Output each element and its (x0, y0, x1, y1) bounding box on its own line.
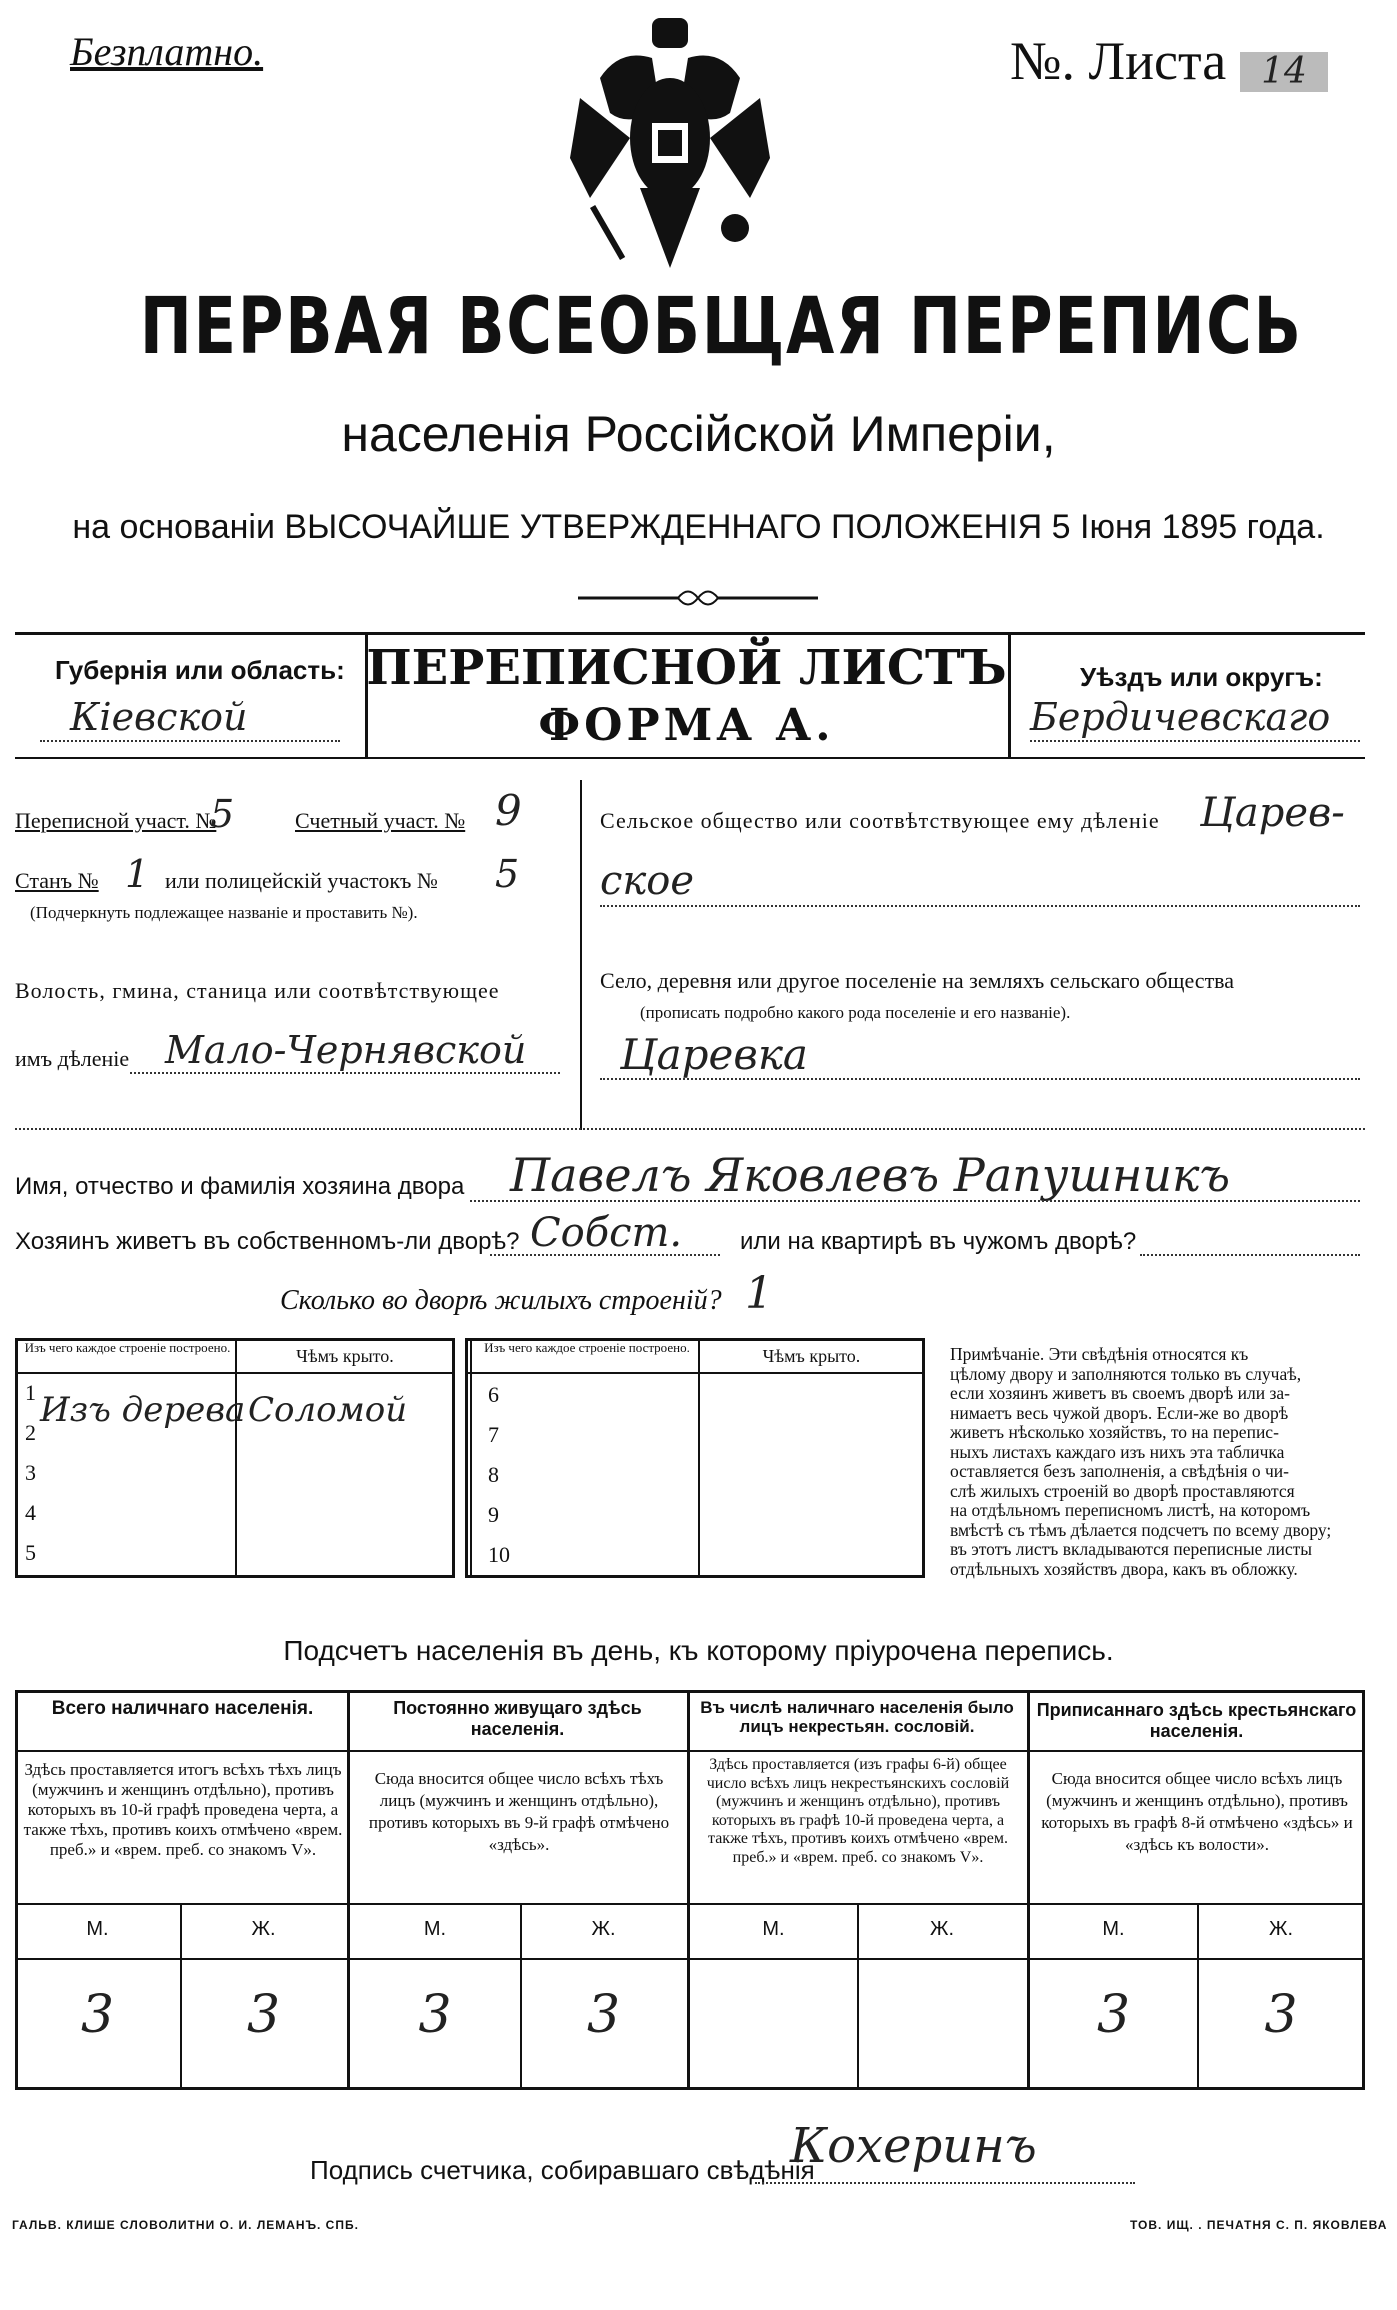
population-title: Подсчетъ населенія въ день, къ которому пріурочена перепись. (283, 1635, 1114, 1666)
volost-label-2: имъ дѣленіе (15, 1046, 130, 1071)
volost-value: Мало-Чернявской (165, 1028, 527, 1072)
pop-col-head: Въ числѣ наличнаго населенія было лицъ некрестьян. сословій. (700, 1698, 1014, 1736)
m-label: М. (762, 1918, 785, 1940)
stan-value: 1 (125, 852, 150, 896)
footer-right: ТОВ. ИЩ. . ПЕЧАТНЯ С. П. ЯКОВЛЕВА (1130, 2218, 1388, 2232)
sheet-number-value: 14 (1240, 52, 1328, 92)
fill-line (600, 905, 1360, 907)
divider (15, 1903, 1365, 1905)
fill-line (755, 2182, 1135, 2184)
form-title: ПЕРЕПИСНОЙ ЛИСТЪ (366, 640, 1007, 696)
pop-m-value: 3 (80, 1985, 115, 2045)
subtitle: населенія Россійской Имперіи, (341, 406, 1056, 462)
col-material-left: Изъ чего каждое строеніе построено. (24, 1340, 231, 1355)
imperial-eagle-emblem (560, 18, 780, 278)
divider (698, 1338, 700, 1578)
note-line: въ этотъ листъ вкладываются переписные листы (950, 1539, 1313, 1559)
divider (470, 1338, 472, 1578)
fill-line (130, 1072, 560, 1074)
divider (15, 1750, 1365, 1752)
note-line: Примѣчаніе. Эти свѣдѣнія относятся къ (950, 1344, 1249, 1364)
uezd-value: Бердичевскаго (1030, 695, 1331, 739)
building-roof-value: Соломой (248, 1390, 408, 1430)
m-label: М. (423, 1918, 447, 1940)
note-line: если хозяинъ живетъ въ своемъ дворѣ или за- (950, 1383, 1291, 1403)
pop-m-value: 3 (418, 1985, 452, 2045)
perepis-uchast-value: 5 (210, 792, 235, 836)
society-value-1: Царев- (1200, 790, 1345, 836)
m-label: М. (86, 1918, 109, 1940)
lives-label: Хозяинъ живетъ въ собственномъ-ли дворѣ? (15, 1228, 520, 1255)
note-line: вмѣстѣ съ тѣмъ дѣлается подсчетъ по всему двору; (950, 1519, 1332, 1540)
underline-note: (Подчеркнуть подлежащее названіе и проставить №). (30, 903, 418, 922)
society-label: Сельское общество или соотвѣтствующее ему дѣленіе (600, 808, 1160, 833)
village-note: (прописать подробно какого рода поселеніе и его названіе). (640, 1003, 1071, 1022)
pop-zh-value: 3 (246, 1985, 281, 2045)
col-roof-right: Чѣмъ крыто. (762, 1346, 861, 1366)
note-line: отдѣльныхъ хозяйствъ двора, какъ въ обложку. (950, 1558, 1298, 1579)
pop-zh-value: 3 (586, 1985, 621, 2045)
zh-label: Ж. (929, 1918, 955, 1940)
row-num: 9 (488, 1502, 499, 1527)
signature-value: Кохеринъ (790, 2118, 1037, 2174)
note-line: оставляется безъ заполненія, а свѣдѣнія о чи- (950, 1461, 1289, 1481)
guberniya-label: Губернія или область: (55, 655, 345, 685)
note-line: цѣлому двору и заполняются только въ случаѣ, (950, 1363, 1302, 1384)
row-num: 8 (488, 1462, 499, 1487)
row-num: 2 (25, 1420, 36, 1445)
note-line: живетъ нѣсколько хозяйствъ, то на перепис- (950, 1422, 1279, 1442)
note-line: на отдѣльномъ переписномъ листѣ, на которомъ (950, 1500, 1311, 1520)
fill-line (40, 740, 340, 742)
basis-line: на основаніи ВЫСОЧАЙШЕ УТВЕРЖДЕННАГО ПОЛОЖЕНІЯ 5 Іюня 1895 года. (72, 508, 1325, 546)
zh-label: Ж. (591, 1918, 616, 1940)
pop-zh-value: 3 (1264, 1985, 1298, 2045)
divider (235, 1338, 237, 1578)
perepis-uchast-label: Переписной участ. № (15, 808, 217, 833)
row-num: 7 (488, 1422, 499, 1447)
volost-label-1: Волость, гмина, станица или соотвѣтствующее (15, 978, 500, 1003)
pop-col-desc: Здѣсь проставляется итогъ всѣхъ тѣхъ лицъ (мужчинъ и женщинъ отдѣльно), противъ которыхъ въ 10-й графѣ проведена черта, а также тѣхъ, противъ коихъ отмѣчено «врем. преб.» и «врем. преб. со знакомъ V». (23, 1760, 343, 1859)
sheet-number-label: №. Листа (1010, 31, 1227, 91)
main-title: ПЕРВАЯ ВСЕОБЩАЯ ПЕРЕПИСЬ (139, 282, 1303, 372)
ornament-divider-icon (578, 585, 818, 611)
fill-line (490, 1254, 720, 1256)
row-num: 4 (25, 1500, 36, 1525)
signature-label: Подпись счетчика, собиравшаго свѣдѣнія (310, 2155, 815, 2185)
guberniya-value: Кіевской (70, 695, 248, 739)
uezd-label: Уѣздъ или округъ: (1080, 662, 1323, 692)
society-value-2: ское (600, 858, 695, 904)
note-line: нимаетъ весь чужой дворъ. Если-же во дворѣ (950, 1402, 1289, 1423)
stan-label: Станъ № (15, 868, 99, 893)
pop-col-head: Всего наличнаго населенія. (51, 1698, 314, 1719)
zh-label: Ж. (1268, 1918, 1294, 1940)
pop-col-head: Постоянно живущаго здѣсь населенія. (393, 1698, 642, 1739)
top-rule (15, 632, 1365, 635)
divider (15, 757, 1365, 759)
divider (15, 1958, 1365, 1960)
note-line: слѣ жилыхъ строеній во дворѣ проставляются (950, 1480, 1295, 1501)
footer-left: ГАЛЬВ. КЛИШЕ СЛОВОЛИТНИ О. И. ЛЕМАНЪ. СПБ. (12, 2218, 359, 2232)
building-material-value: Изъ дерева (40, 1390, 246, 1430)
owner-name-value: Павелъ Яковлевъ Рапушникъ (510, 1148, 1231, 1202)
lives-value: Собст. (530, 1210, 683, 1256)
divider (15, 1372, 455, 1374)
row-num: 6 (488, 1382, 499, 1407)
pop-col-desc: Здѣсь проставляется (изъ графы 6-й) общее число всѣхъ лицъ некрестьянскихъ сословій (мужчинъ и женщинъ отдѣльно), противъ которыхъ въ графѣ 10-й проведена черта, а также тѣхъ, противъ коихъ отмѣчено «врем. преб.» и «врем. преб. со знакомъ V». (706, 1756, 1010, 1866)
row-num: 3 (25, 1460, 36, 1485)
fill-line (470, 1200, 1360, 1202)
apartment-label: или на квартирѣ въ чужомъ дворѣ? (740, 1228, 1137, 1255)
form-subtitle: ФОРМА А. (538, 700, 835, 751)
col-roof-left: Чѣмъ крыто. (296, 1346, 394, 1366)
note-line: ныхъ листахъ каждаго изъ нихъ эта табличка (950, 1441, 1285, 1462)
owner-name-label: Имя, отчество и фамилія хозяина двора (15, 1173, 465, 1200)
pop-col-head: Приписаннаго здѣсь крестьянскаго населенія. (1036, 1700, 1357, 1741)
police-value: 5 (495, 852, 520, 896)
row-num: 5 (25, 1540, 36, 1565)
note-block (950, 1345, 1370, 1579)
fill-line (1140, 1254, 1360, 1256)
divider (465, 1372, 925, 1374)
schet-uchast-label: Счетный участ. № (295, 808, 466, 833)
col-material-right: Изъ чего каждое строеніе построено. (484, 1340, 690, 1355)
police-label: или полицейскій участокъ № (165, 868, 438, 893)
buildings-label: Сколько во дворѣ жилыхъ строеній? (280, 1285, 722, 1316)
row-num: 10 (488, 1542, 510, 1567)
zh-label: Ж. (251, 1918, 276, 1940)
fill-line (600, 1078, 1360, 1080)
m-label: М. (1102, 1918, 1125, 1940)
fill-line (1030, 740, 1360, 742)
schet-uchast-value: 9 (495, 786, 522, 835)
buildings-value: 1 (745, 1268, 773, 1319)
pop-m-value: 3 (1096, 1985, 1131, 2045)
pop-col-desc: Сюда вносится общее число всѣхъ лицъ (мужчинъ и женщинъ отдѣльно), противъ которыхъ въ графѣ 8-й отмѣчено «здѣсь» и «здѣсь къ волости». (1041, 1769, 1353, 1854)
divider (580, 780, 582, 1130)
free-label: Безплатно. (70, 29, 264, 74)
fill-line (15, 1128, 1365, 1130)
village-label: Село, деревня или другое поселеніе на земляхъ сельскаго общества (600, 968, 1235, 993)
pop-col-desc: Сюда вносится общее число всѣхъ тѣхъ лицъ (мужчинъ и женщинъ отдѣльно), противъ которыхъ въ 9-й графѣ отмѣчено «здѣсь». (368, 1769, 670, 1854)
buildings-table-right (465, 1338, 925, 1578)
divider (1008, 632, 1011, 757)
village-value: Царевка (620, 1030, 808, 1079)
row-num: 1 (25, 1380, 36, 1405)
